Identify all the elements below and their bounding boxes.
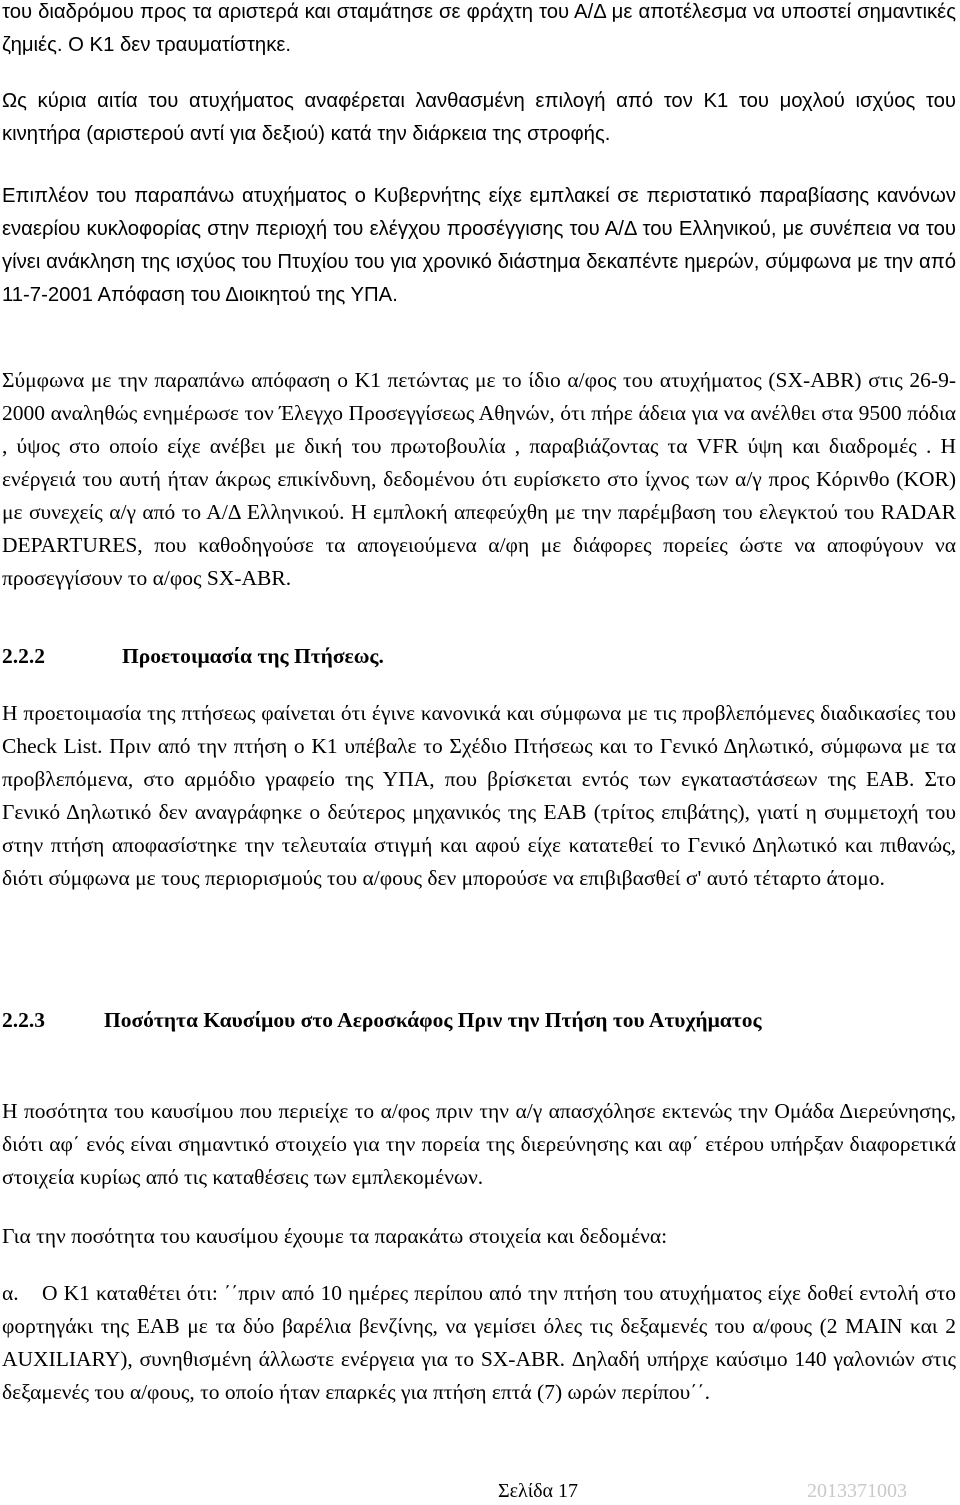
section-heading-2-2-3 [2, 1004, 804, 1037]
paragraph-fuel-data-intro: Για την ποσότητα του καυσίμου έχουμε τα παρακάτω στοιχεία και δεδομένα: [2, 1224, 668, 1248]
list-label: α. [2, 1281, 19, 1305]
section-title: Ποσότητα Καυσίμου στο Αεροσκάφος Πριν την Πτήση του Ατυχήματος [104, 1008, 762, 1032]
section-title: Προετοιμασία της Πτήσεως. [122, 644, 384, 668]
paragraph-previous-violation: Επιπλέον του παραπάνω ατυχήματος ο Κυβερνήτης είχε εμπλακεί σε περιστατικό παραβίασης κανόνων εναερίου κυκλοφορίας στην περιοχή του ελέγχου προσέγγισης του Α/Δ του Ελληνικού, με συνέπεια να του γίνει ανάκληση της ισχύος του Πτυχίου του για χρονικό διάστημα δεκαπέντε ημερών, σύμφωνα με την από 11-7-2001 Απόφαση του Διοικητού της ΥΠΑ. [2, 185, 956, 306]
document-code: 2013371003 [807, 1480, 907, 1502]
list-item-text: Ο Κ1 καταθέτει ότι: ΄΄πριν από 10 ημέρες περίπου από την πτήση του ατυχήματος είχε δοθεί εντολή στο φορτηγάκι της ΕΑΒ με τα δύο βαρέλια βενζίνης, να γεμίσει όλες τις δεξαμενές του α/φους (2 MAIN και 2 AUXILIARY), συνηθισμένη άλλωστε ενέργεια για το SX-ABR. Δηλαδή υπήρχε καύσιμο 140 γαλονιών στις δεξαμενές του α/φους, το οποίο ήταν επαρκές για πτήση επτά (7) ωρών περίπου΄΄. [2, 1281, 956, 1404]
list-item-a [2, 1277, 956, 1409]
paragraph-fuel-quantity: Η ποσότητα του καυσίμου που περιείχε το α/φος πριν την α/γ απασχόλησε εκτενώς την Ομάδα Διερεύνησης, διότι αφ΄ ενός είναι σημαντικό στοιχείο για την πορεία της διερεύνησης και αφ΄ ετέρου υπήρξαν διαφορετικά στοιχεία κυρίως από τις καταθέσεις των εμπλεκομένων. [2, 1099, 956, 1189]
paragraph-accident-continuation: του διαδρόμου προς τα αριστερά και σταμάτησε σε φράχτη του Α/Δ με αποτέλεσμα να υποστεί σημαντικές ζημιές. Ο Κ1 δεν τραυματίστηκε. [2, 1, 956, 56]
section-number: 2.2.2 [2, 644, 45, 668]
page-footer [0, 1474, 960, 1504]
section-number: 2.2.3 [2, 1008, 45, 1032]
paragraph-decision-details: Σύμφωνα με την παραπάνω απόφαση ο Κ1 πετώντας με το ίδιο α/φος του ατυχήματος (SX-ABR) στις 26-9-2000 αναληθώς ενημέρωσε τον Έλεγχο Προσεγγίσεως Αθηνών, ότι πήρε άδεια για να ανέλθει στα 9500 πόδια , ύψος στο οποίο είχε ανέβει με δική του πρωτοβουλία , παραβιάζοντας τα VFR ύψη και διαδρομές . Η ενέργειά του αυτή ήταν άκρως επικίνδυνη, δεδομένου ότι ευρίσκετο στο ίχνος των α/γ προς Κόρινθο (KOR) με συνεχείς α/γ από το Α/Δ Ελληνικού. Η εμπλοκή απεφεύχθη με την παρέμβαση του ελεγκτού του RADAR DEPARTURES, που καθοδηγούσε τα απογειούμενα α/φη με διάφορες πορείες ώστε να αποφύγουν να προσεγγίσουν το α/φος SX-ABR. [2, 368, 956, 590]
paragraph-main-cause: Ως κύρια αιτία του ατυχήματος αναφέρεται λανθασμένη επιλογή από τον Κ1 του μοχλού ισχύος του κινητήρα (αριστερού αντί για δεξιού) κατά την διάρκεια της στροφής. [2, 90, 956, 145]
page-number: Σελίδα 17 [498, 1480, 579, 1502]
section-heading-2-2-2 [2, 640, 384, 673]
paragraph-flight-preparation: Η προετοιμασία της πτήσεως φαίνεται ότι έγινε κανονικά και σύμφωνα με τις προβλεπόμενες διαδικασίες του Check List. Πριν από την πτήση ο Κ1 υπέβαλε το Σχέδιο Πτήσεως και το Γενικό Δηλωτικό, σύμφωνα με τα προβλεπόμενα, στο αρμόδιο γραφείο της ΥΠΑ, που βρίσκεται εντός των εγκαταστάσεων της ΕΑΒ. Στο Γενικό Δηλωτικό δεν αναγράφηκε ο δεύτερος μηχανικός της ΕΑΒ (τρίτος επιβάτης), γιατί η συμμετοχή του στην πτήση αποφασίστηκε την τελευταία στιγμή και αφού είχε κατατεθεί το Γενικό Δηλωτικό και πιθανώς, διότι σύμφωνα με τους περιορισμούς του α/φους δεν μπορούσε να επιβιβασθεί σ' αυτό τέταρτο άτομο. [2, 701, 956, 890]
